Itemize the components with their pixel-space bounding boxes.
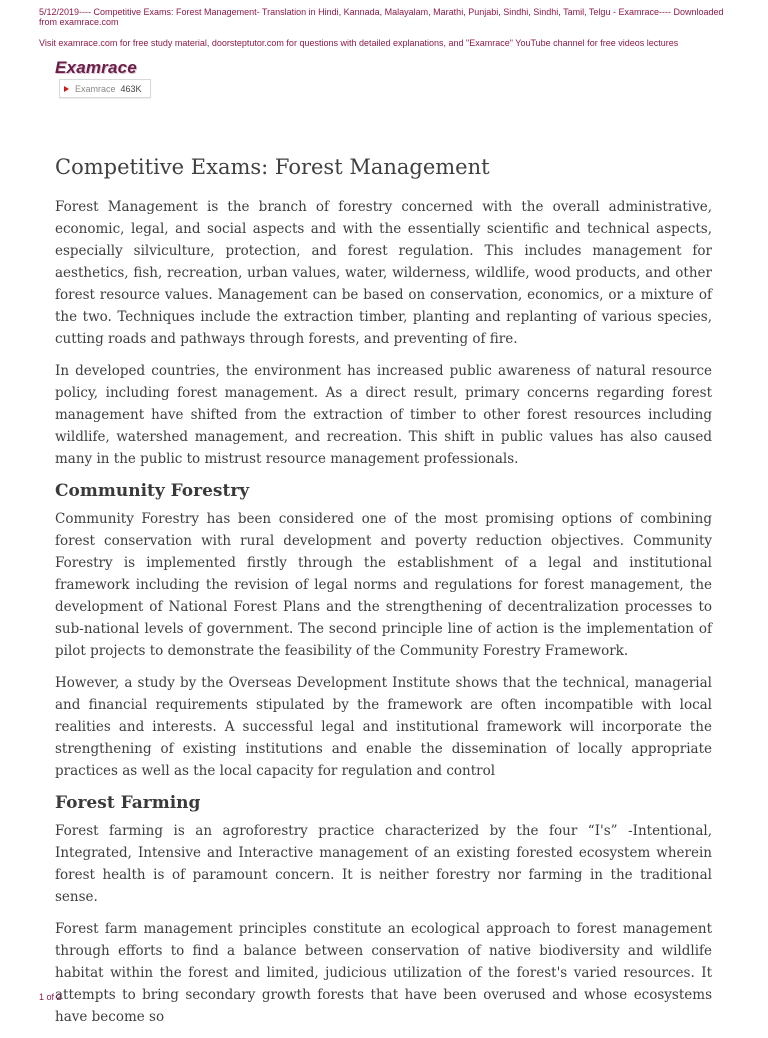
section-heading-community-forestry: Community Forestry xyxy=(55,481,250,501)
youtube-play-icon xyxy=(64,86,69,92)
youtube-subscribe-box[interactable] xyxy=(59,79,151,98)
section-paragraph: Community Forestry has been considered one of the most promising options of combining forest conservation with rural development and poverty reduction objectives. Community Forestry is implemented firstly through the establishment of a legal and institutional framework including the revision of legal norms and regulations for forest management, the development of National Forest Plans and the strengthening of decentralization processes to sub-national levels of government. The second principle line of action is the implementation of pilot projects to demonstrate the feasibility of the Community Forestry Framework. xyxy=(55,511,712,659)
article-body xyxy=(55,152,712,1038)
youtube-subscriber-count: 463K xyxy=(120,83,142,94)
examrace-logo[interactable]: Examrace xyxy=(55,58,137,77)
section-heading-forest-farming: Forest Farming xyxy=(55,793,201,813)
intro-paragraph: Forest Management is the branch of forestry concerned with the overall administrative, economic, legal, and social aspects and with the essentially scientific and technical aspects, especially silviculture, protection, and forest regulation. This includes management for aesthetics, fish, recreation, urban values, water, wilderness, wildlife, wood products, and other forest resource values. Management can be based on conservation, economics, or a mixture of the two. Techniques include the extraction timber, planting and replanting of various species, cutting roads and pathways through forests, and preventing of fire. xyxy=(55,199,712,347)
section-paragraph: However, a study by the Overseas Development Institute shows that the technical, managerial and financial requirements stipulated by the framework are often incompatible with local realities and interests. A successful legal and institutional framework will incorporate the strengthening of existing institutions and enable the dissemination of locally appropriate practices as well as the local capacity for regulation and control xyxy=(55,675,712,779)
section-paragraph: Forest farm management principles constitute an ecological approach to forest management through efforts to find a balance between conservation of native biodiversity and wildlife habitat within the forest and limited, judicious utilization of the forest's varied resources. It attempts to bring secondary growth forests that have been overused and whose ecosystems have become so xyxy=(55,921,712,1025)
page-title: Competitive Exams: Forest Management xyxy=(55,155,490,179)
youtube-channel-name: Examrace xyxy=(75,83,116,94)
section-paragraph: Forest farming is an agroforestry practice characterized by the four “I's” -Intentional, Integrated, Intensive and Interactive management of an existing forested ecosystem wherein forest health is of paramount concern. It is neither forestry nor farming in the traditional sense. xyxy=(55,823,712,905)
download-header-line: 5/12/2019---- Competitive Exams: Forest Management- Translation in Hindi, Kannada, Malayalam, Marathi, Punjabi, Sindhi, Sindhi, Tamil, Telgu - Examrace---- Downloaded from examrace.com xyxy=(39,7,724,27)
promo-header-line: Visit examrace.com for free study material, doorsteptutor.com for questions with detailed explanations, and "Examrace" YouTube channel for free videos lectures xyxy=(39,38,679,48)
intro-paragraph: In developed countries, the environment has increased public awareness of natural resource policy, including forest management. As a direct result, primary concerns regarding forest management have shifted from the extraction of timber to other forest resources including wildlife, watershed management, and recreation. This shift in public values has also caused many in the public to mistrust resource management professionals. xyxy=(55,363,712,467)
page-number: 1 of 2 xyxy=(39,992,62,1002)
